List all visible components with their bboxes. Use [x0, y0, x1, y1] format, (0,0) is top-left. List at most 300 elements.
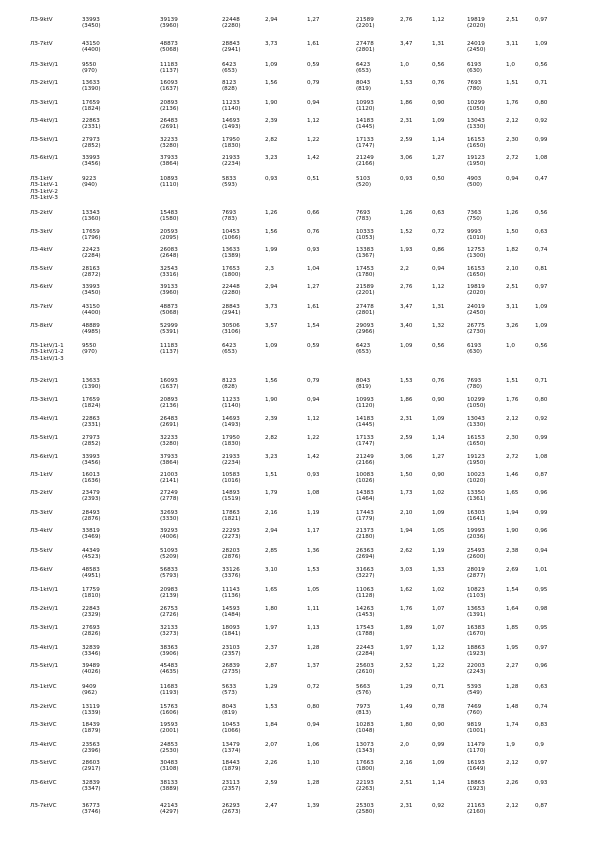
table-cell: 1,76	[400, 606, 413, 612]
table-cell: 10893 (1110)	[160, 176, 179, 189]
table-cell: 13350 (1361)	[467, 490, 486, 503]
row-label	[30, 435, 58, 441]
table-cell: 3,10	[265, 567, 278, 573]
table-cell: 1,82	[506, 247, 519, 253]
table-cell: 0,99	[535, 435, 548, 441]
table-cell: 39489 (4026)	[82, 663, 101, 676]
table-cell: 1,09	[400, 343, 413, 349]
table-cell: 0,94	[307, 397, 320, 403]
table-cell: 3,40	[400, 323, 413, 329]
table-cell: 21163 (2160)	[467, 803, 486, 816]
table-cell: 1,32	[432, 323, 445, 329]
table-cell: 17453 (1780)	[356, 266, 375, 279]
table-cell: 10583 (1016)	[222, 472, 241, 485]
table-cell: 0,56	[535, 62, 548, 68]
table-cell: 9993 (1010)	[467, 229, 486, 242]
table-cell: 1,28	[307, 645, 320, 651]
table-cell: 1,90	[265, 397, 278, 403]
row-label-line: ЛЗ-2ktV/1	[30, 378, 59, 384]
table-cell: 39139 (3960)	[160, 17, 179, 30]
table-cell: 8043 (819)	[356, 378, 372, 391]
table-cell: 22863 (2331)	[82, 416, 101, 429]
table-cell: 2,59	[400, 137, 413, 143]
table-cell: 39293 (4006)	[160, 528, 179, 541]
table-cell: 1,31	[432, 41, 445, 47]
table-cell: 10823 (1103)	[467, 587, 486, 600]
table-cell: 3,57	[265, 323, 278, 329]
table-cell: 22003 (2243)	[467, 663, 486, 676]
table-cell: 6423 (653)	[356, 62, 372, 75]
table-cell: 39133 (3960)	[160, 284, 179, 297]
table-cell: 2,52	[400, 663, 413, 669]
row-label-line: ЛЗ-4ktV/1	[30, 118, 59, 124]
table-cell: 3,73	[265, 41, 278, 47]
table-cell: 16093 (1637)	[160, 378, 179, 391]
table-cell: 52999 (5391)	[160, 323, 179, 336]
table-cell: 33993 (3450)	[82, 284, 101, 297]
table-cell: 1,80	[265, 606, 278, 612]
table-cell: 22448 (2280)	[222, 17, 241, 30]
table-cell: 0,66	[307, 210, 320, 216]
table-cell: 13043 (1330)	[467, 118, 486, 131]
table-cell: 1,56	[265, 229, 278, 235]
table-cell: 1,12	[432, 284, 445, 290]
table-cell: 13479 (1374)	[222, 742, 241, 755]
table-cell: 0,63	[432, 210, 445, 216]
table-cell: 17950 (1830)	[222, 137, 241, 150]
table-cell: 16013 (1636)	[82, 472, 101, 485]
table-cell: 5103 (520)	[356, 176, 372, 189]
table-cell: 2,12	[506, 803, 519, 809]
table-cell: 0,99	[535, 137, 548, 143]
table-cell: 10993 (1120)	[356, 397, 375, 410]
row-label-line: ЛЗ-1ktV/1-3	[30, 355, 64, 362]
table-cell: 21933 (2234)	[222, 454, 241, 467]
table-cell: 17659 (1796)	[82, 229, 101, 242]
table-cell: 11183 (1137)	[160, 343, 179, 356]
table-cell: 1,51	[265, 472, 278, 478]
table-row	[0, 803, 595, 833]
table-cell: 14693 (1493)	[222, 416, 241, 429]
table-cell: 1,08	[307, 490, 320, 496]
table-cell: 1,42	[307, 454, 320, 460]
table-cell: 17863 (1821)	[222, 510, 241, 523]
table-cell: 2,82	[265, 137, 278, 143]
table-cell: 1,54	[307, 323, 320, 329]
row-label	[30, 397, 58, 403]
row-label-line: ЛЗ-4ktV	[30, 528, 53, 534]
table-cell: 14383 (1464)	[356, 490, 375, 503]
table-cell: 14593 (1484)	[222, 606, 241, 619]
table-cell: 22443 (2284)	[356, 645, 375, 658]
table-cell: 1,48	[506, 704, 519, 710]
table-cell: 1,27	[432, 155, 445, 161]
table-cell: 0,63	[535, 229, 548, 235]
table-cell: 1,49	[400, 704, 413, 710]
table-cell: 0,96	[535, 490, 548, 496]
table-cell: 1,22	[307, 137, 320, 143]
table-cell: 21249 (2166)	[356, 155, 375, 168]
table-cell: 1,95	[506, 645, 519, 651]
table-cell: 27973 (2852)	[82, 435, 101, 448]
table-cell: 0,63	[535, 684, 548, 690]
table-cell: 1,12	[307, 118, 320, 124]
table-cell: 0,97	[535, 645, 548, 651]
row-label-line: ЛЗ-4ktV/1	[30, 645, 59, 651]
table-cell: 26839 (2735)	[222, 663, 241, 676]
table-cell: 11683 (1193)	[160, 684, 179, 697]
table-cell: 28163 (2872)	[82, 266, 101, 279]
table-cell: 18439 (1879)	[82, 722, 101, 735]
table-cell: 19819 (2020)	[467, 17, 486, 30]
table-cell: 0,71	[535, 80, 548, 86]
table-cell: 0,99	[432, 742, 445, 748]
row-label	[30, 100, 58, 106]
table-cell: 21373 (2180)	[356, 528, 375, 541]
table-cell: 0,72	[432, 229, 445, 235]
table-cell: 0,95	[535, 625, 548, 631]
table-cell: 1,09	[535, 41, 548, 47]
table-cell: 10283 (1048)	[356, 722, 375, 735]
row-label	[30, 704, 57, 710]
table-cell: 25303 (2580)	[356, 803, 375, 816]
table-cell: 17759 (1810)	[82, 587, 101, 600]
table-cell: 19593 (2001)	[160, 722, 179, 735]
row-label-line: ЛЗ-2ktVC	[30, 704, 57, 710]
table-cell: 28843 (2941)	[222, 41, 241, 54]
table-cell: 7973 (813)	[356, 704, 372, 717]
table-cell: 19993 (2036)	[467, 528, 486, 541]
row-label-line: ЛЗ-1ktV-3	[30, 195, 58, 202]
table-cell: 32133 (3273)	[160, 625, 179, 638]
row-label-line: ЛЗ-1ktV/1-2	[30, 349, 64, 356]
table-cell: 10299 (1050)	[467, 100, 486, 113]
table-cell: 22293 (2273)	[222, 528, 241, 541]
table-cell: 1,19	[432, 548, 445, 554]
table-cell: 1,61	[307, 41, 320, 47]
table-cell: 0,93	[265, 176, 278, 182]
table-cell: 16153 (1650)	[467, 435, 486, 448]
table-cell: 0,94	[432, 266, 445, 272]
table-cell: 1,28	[506, 684, 519, 690]
table-cell: 5833 (593)	[222, 176, 238, 189]
table-cell: 44349 (4523)	[82, 548, 101, 561]
table-cell: 33993 (3450)	[82, 17, 101, 30]
row-label	[30, 760, 57, 766]
table-cell: 26483 (2691)	[160, 118, 179, 131]
table-cell: 7693 (783)	[222, 210, 238, 223]
table-cell: 2,31	[400, 803, 413, 809]
table-cell: 0,94	[307, 100, 320, 106]
table-cell: 1,27	[307, 284, 320, 290]
table-cell: 0,80	[535, 100, 548, 106]
table-cell: 2,94	[265, 284, 278, 290]
row-label-line: ЛЗ-7ktVC	[30, 803, 57, 809]
table-cell: 1,85	[506, 625, 519, 631]
table-cell: 0,74	[535, 247, 548, 253]
row-label-line: ЛЗ-2ktV	[30, 210, 53, 216]
table-cell: 17133 (1747)	[356, 435, 375, 448]
table-cell: 10453 (1066)	[222, 722, 241, 735]
table-cell: 1,0	[506, 343, 515, 349]
table-cell: 8123 (828)	[222, 80, 238, 93]
table-cell: 1,09	[265, 62, 278, 68]
table-cell: 1,76	[506, 100, 519, 106]
table-cell: 0,71	[535, 378, 548, 384]
row-label-line: ЛЗ-6ktVC	[30, 780, 57, 786]
row-label-line: ЛЗ-3ktV/1	[30, 625, 59, 631]
table-cell: 0,59	[307, 343, 320, 349]
table-cell: 10023 (1020)	[467, 472, 486, 485]
table-cell: 1,46	[506, 472, 519, 478]
table-cell: 16093 (1637)	[160, 80, 179, 93]
table-cell: 2,2	[400, 266, 409, 272]
table-cell: 1,51	[506, 80, 519, 86]
table-cell: 1,97	[400, 645, 413, 651]
table-cell: 11143 (1136)	[222, 587, 241, 600]
table-cell: 2,39	[265, 416, 278, 422]
table-cell: 13073 (1343)	[356, 742, 375, 755]
table-cell: 0,47	[535, 176, 548, 182]
table-cell: 8043 (819)	[222, 704, 238, 717]
row-label-line: ЛЗ-6ktV	[30, 567, 53, 573]
table-cell: 2,87	[265, 663, 278, 669]
table-cell: 2,38	[506, 548, 519, 554]
table-cell: 7693 (780)	[467, 80, 483, 93]
table-cell: 0,92	[432, 803, 445, 809]
table-cell: 1,26	[400, 210, 413, 216]
row-label-line: ЛЗ-1ktVC	[30, 684, 57, 690]
table-cell: 1,31	[432, 304, 445, 310]
row-label	[30, 510, 53, 516]
row-label	[30, 266, 53, 272]
table-cell: 28843 (2941)	[222, 304, 241, 317]
table-cell: 2,26	[506, 780, 519, 786]
table-cell: 1,14	[432, 780, 445, 786]
table-cell: 1,53	[400, 378, 413, 384]
table-cell: 32543 (3316)	[160, 266, 179, 279]
table-cell: 5393 (549)	[467, 684, 483, 697]
table-cell: 21589 (2201)	[356, 17, 375, 30]
table-cell: 1,09	[535, 323, 548, 329]
table-cell: 20593 (2095)	[160, 229, 179, 242]
table-cell: 15763 (1606)	[160, 704, 179, 717]
table-cell: 6423 (653)	[222, 343, 238, 356]
table-cell: 0,81	[535, 266, 548, 272]
table-cell: 0,90	[432, 100, 445, 106]
row-label	[30, 80, 58, 86]
table-cell: 1,26	[265, 210, 278, 216]
table-cell: 2,94	[265, 528, 278, 534]
table-cell: 0,92	[535, 118, 548, 124]
table-cell: 12753 (1300)	[467, 247, 486, 260]
table-cell: 7693 (783)	[356, 210, 372, 223]
row-label-line: ЛЗ-3ktV	[30, 229, 53, 235]
table-cell: 19819 (2020)	[467, 284, 486, 297]
table-cell: 3,47	[400, 304, 413, 310]
table-cell: 14693 (1493)	[222, 118, 241, 131]
table-cell: 0,97	[535, 760, 548, 766]
table-cell: 0,92	[535, 416, 548, 422]
row-label	[30, 378, 58, 384]
table-cell: 0,76	[432, 378, 445, 384]
row-label-line: ЛЗ-1ktV	[30, 472, 53, 478]
row-label	[30, 247, 53, 253]
table-cell: 1,51	[506, 378, 519, 384]
table-cell: 23479 (2393)	[82, 490, 101, 503]
table-cell: 1,97	[265, 625, 278, 631]
row-label-line: ЛЗ-6ktV	[30, 284, 53, 290]
table-cell: 0,56	[432, 62, 445, 68]
table-cell: 20893 (2136)	[160, 100, 179, 113]
table-cell: 2,59	[265, 780, 278, 786]
table-cell: 1,50	[400, 472, 413, 478]
table-cell: 2,12	[506, 416, 519, 422]
table-cell: 0,80	[307, 704, 320, 710]
table-cell: 0,98	[535, 606, 548, 612]
row-label-line: ЛЗ-5ktVC	[30, 760, 57, 766]
table-row	[0, 176, 595, 206]
row-label-line: ЛЗ-3ktV/1	[30, 62, 59, 68]
table-cell: 1,65	[265, 587, 278, 593]
table-cell: 1,36	[307, 548, 320, 554]
row-label-line: ЛЗ-5ktV/1	[30, 137, 59, 143]
table-cell: 33993 (3456)	[82, 454, 101, 467]
table-cell: 1,22	[307, 435, 320, 441]
table-cell: 0,83	[535, 722, 548, 728]
table-cell: 21589 (2201)	[356, 284, 375, 297]
table-cell: 9409 (962)	[82, 684, 98, 697]
table-cell: 10453 (1066)	[222, 229, 241, 242]
table-cell: 51093 (5209)	[160, 548, 179, 561]
table-cell: 23103 (2357)	[222, 645, 241, 658]
table-cell: 2,59	[400, 435, 413, 441]
table-cell: 2,10	[506, 266, 519, 272]
table-cell: 1,53	[307, 567, 320, 573]
row-label	[30, 17, 53, 23]
table-cell: 27478 (2801)	[356, 41, 375, 54]
table-cell: 1,86	[400, 100, 413, 106]
table-cell: 16153 (1650)	[467, 266, 486, 279]
row-label-line: ЛЗ-2ktV	[30, 490, 53, 496]
table-cell: 3,11	[506, 304, 519, 310]
table-cell: 1,27	[432, 454, 445, 460]
table-cell: 1,80	[400, 722, 413, 728]
table-cell: 14183 (1445)	[356, 416, 375, 429]
row-label-line: ЛЗ-1ktV-2	[30, 188, 58, 195]
table-cell: 7469 (760)	[467, 704, 483, 717]
table-cell: 17659 (1824)	[82, 100, 101, 113]
table-cell: 1,54	[506, 587, 519, 593]
table-cell: 2,85	[265, 548, 278, 554]
table-cell: 0,76	[432, 80, 445, 86]
row-label-line: ЛЗ-1ktV-1	[30, 182, 58, 189]
table-cell: 33819 (3469)	[82, 528, 101, 541]
table-cell: 11063 (1128)	[356, 587, 375, 600]
table-cell: 24019 (2450)	[467, 41, 486, 54]
table-cell: 1,05	[432, 528, 445, 534]
row-label	[30, 137, 58, 143]
table-cell: 1,17	[307, 528, 320, 534]
table-cell: 2,62	[400, 548, 413, 554]
row-label	[30, 490, 53, 496]
table-cell: 1,01	[535, 567, 548, 573]
table-cell: 27478 (2801)	[356, 304, 375, 317]
table-cell: 3,47	[400, 41, 413, 47]
table-cell: 22423 (2284)	[82, 247, 101, 260]
table-cell: 1,65	[506, 490, 519, 496]
table-cell: 30483 (3108)	[160, 760, 179, 773]
table-cell: 28493 (2876)	[82, 510, 101, 523]
table-cell: 2,12	[506, 760, 519, 766]
table-cell: 2,72	[506, 155, 519, 161]
row-label	[30, 41, 53, 47]
table-cell: 1,89	[400, 625, 413, 631]
row-label	[30, 62, 58, 68]
table-cell: 0,56	[535, 210, 548, 216]
table-cell: 1,99	[265, 247, 278, 253]
row-label	[30, 625, 58, 631]
table-cell: 17653 (1800)	[222, 266, 241, 279]
table-cell: 0,76	[307, 229, 320, 235]
table-cell: 6423 (653)	[356, 343, 372, 356]
table-cell: 1,26	[506, 210, 519, 216]
table-cell: 2,51	[506, 284, 519, 290]
row-label-line: ЛЗ-2ktV/1	[30, 80, 59, 86]
table-cell: 1,84	[265, 722, 278, 728]
table-cell: 1,90	[506, 528, 519, 534]
table-cell: 1,0	[506, 62, 515, 68]
table-cell: 13633 (1389)	[222, 247, 241, 260]
row-label	[30, 416, 58, 422]
table-row	[0, 343, 595, 373]
row-label-line: ЛЗ-4ktV/1	[30, 416, 59, 422]
table-cell: 33126 (3376)	[222, 567, 241, 580]
table-cell: 17663 (1800)	[356, 760, 375, 773]
table-cell: 13653 (1391)	[467, 606, 486, 619]
table-cell: 13633 (1390)	[82, 80, 101, 93]
table-cell: 0,96	[535, 663, 548, 669]
table-cell: 21003 (2141)	[160, 472, 179, 485]
table-cell: 9819 (1001)	[467, 722, 486, 735]
table-cell: 1,29	[400, 684, 413, 690]
table-cell: 0,79	[307, 378, 320, 384]
table-cell: 6193 (630)	[467, 62, 483, 75]
table-cell: 19123 (1950)	[467, 454, 486, 467]
table-cell: 24853 (2530)	[160, 742, 179, 755]
row-label-line: ЛЗ-7ktV	[30, 41, 53, 47]
table-cell: 25493 (2600)	[467, 548, 486, 561]
table-cell: 48583 (4951)	[82, 567, 101, 580]
table-cell: 0,9	[535, 742, 544, 748]
table-cell: 1,12	[307, 416, 320, 422]
table-cell: 1,37	[307, 663, 320, 669]
table-cell: 1,73	[400, 490, 413, 496]
table-cell: 2,10	[400, 510, 413, 516]
table-cell: 1,33	[432, 567, 445, 573]
table-cell: 0,50	[432, 176, 445, 182]
table-cell: 30506 (3106)	[222, 323, 241, 336]
table-cell: 26483 (2691)	[160, 416, 179, 429]
table-cell: 3,11	[506, 41, 519, 47]
table-cell: 17950 (1830)	[222, 435, 241, 448]
table-cell: 14893 (1519)	[222, 490, 241, 503]
table-cell: 2,51	[506, 17, 519, 23]
table-cell: 0,78	[432, 704, 445, 710]
table-cell: 15483 (1580)	[160, 210, 179, 223]
row-label	[30, 343, 64, 362]
table-cell: 1,09	[535, 304, 548, 310]
